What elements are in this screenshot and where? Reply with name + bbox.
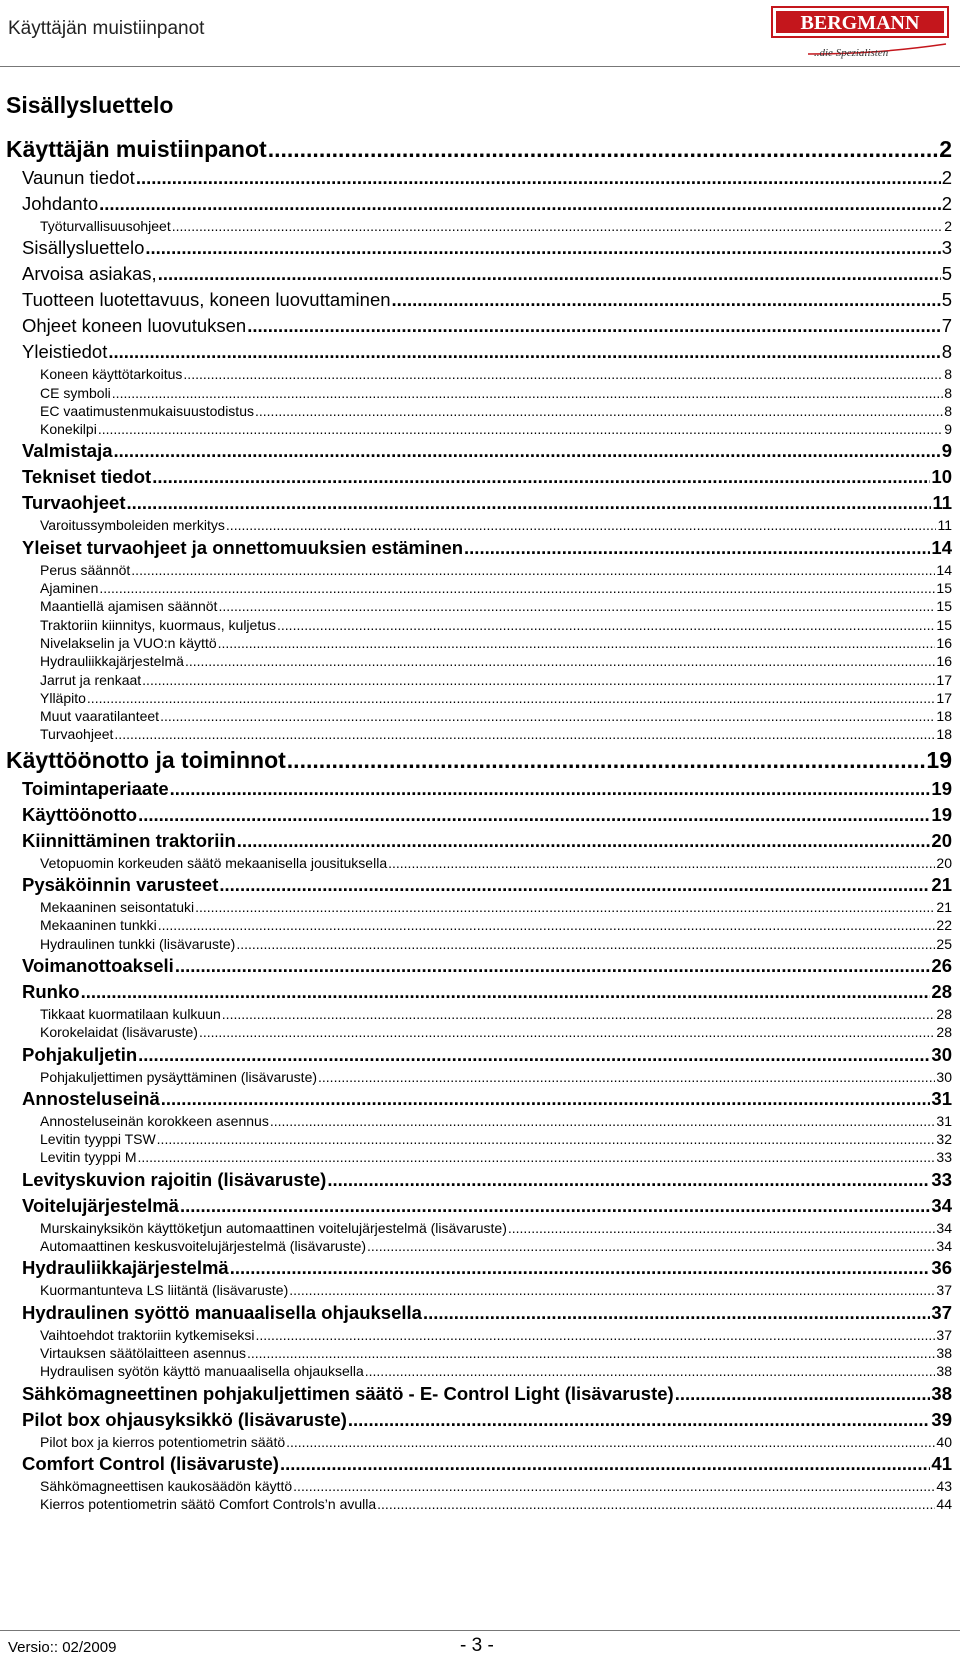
toc-entry-title: Johdanto — [22, 193, 99, 214]
toc-entry-page: 2 — [941, 193, 952, 214]
toc-dot-leader — [87, 689, 936, 707]
toc-entry-title: Ajaminen — [40, 580, 99, 597]
toc-entry-page: 3 — [941, 237, 952, 259]
toc-entry-page: 15 — [936, 598, 952, 615]
toc-entry[interactable] — [40, 854, 952, 872]
toc-entry-title: Toimintaperiaate — [22, 777, 169, 799]
toc-entry-page: 22 — [936, 917, 952, 934]
toc-entry-page: 20 — [931, 829, 952, 851]
footer-divider — [0, 1630, 960, 1631]
toc-dot-leader — [114, 725, 935, 743]
toc-entry-title: Turvaohjeet — [22, 492, 126, 514]
toc-entry[interactable] — [22, 872, 952, 898]
toc-dot-leader — [199, 1023, 935, 1041]
header-divider — [0, 66, 960, 67]
toc-entry-title: Tikkaat kuormatilaan kulkuun — [40, 1005, 221, 1022]
toc-entry-title: Yleistiedot — [22, 341, 108, 363]
toc-entry-page: 18 — [936, 708, 952, 725]
toc-entry[interactable] — [40, 365, 952, 383]
toc-dot-leader — [367, 1237, 935, 1255]
toc-dot-leader — [126, 490, 931, 516]
toc-entry-page: 28 — [931, 980, 952, 1002]
toc-entry[interactable] — [22, 438, 952, 464]
toc-entry[interactable] — [22, 490, 952, 516]
toc-entry-title: Vaunun tiedot — [22, 167, 135, 188]
toc-entry-title: Annosteluseinä — [22, 1087, 160, 1109]
toc-dot-leader — [247, 1344, 935, 1362]
toc-entry-title: Yleiset turvaohjeet ja onnettomuuksien estäminen — [22, 536, 464, 558]
toc-dot-leader — [99, 191, 941, 217]
toc-entry[interactable] — [22, 165, 952, 191]
toc-entry-page: 44 — [936, 1496, 952, 1513]
toc-entry[interactable] — [40, 725, 952, 743]
toc-entry-title: Levityskuvion rajoitin (lisävaruste) — [22, 1168, 327, 1190]
toc-entry-title: Korokelaidat (lisävaruste) — [40, 1024, 198, 1041]
toc-entry-title: Comfort Control (lisävaruste) — [22, 1452, 279, 1474]
toc-dot-leader — [286, 1433, 935, 1451]
toc-entry-title: Ohjeet koneen luovutuksen — [22, 315, 247, 337]
toc-heading: Sisällysluettelo — [6, 92, 174, 118]
toc-entry-title: Pohjakuljetin — [22, 1043, 138, 1065]
toc-dot-leader — [289, 1281, 935, 1299]
toc-dot-leader — [180, 1193, 930, 1219]
toc-entry[interactable] — [40, 689, 952, 707]
toc-entry[interactable] — [40, 916, 952, 934]
toc-dot-leader — [226, 516, 937, 534]
toc-entry[interactable] — [22, 1451, 952, 1477]
toc-entry-title: Runko — [22, 980, 80, 1002]
toc-dot-leader — [99, 579, 935, 597]
toc-entry-title: Voitelujärjestelmä — [22, 1194, 179, 1216]
toc-entry-title: Perus säännöt — [40, 561, 131, 578]
toc-entry-title: Hydraulinen tunkki (lisävaruste) — [40, 935, 236, 952]
toc-dot-leader — [237, 828, 931, 854]
toc-entry[interactable] — [22, 1042, 952, 1068]
toc-dot-leader — [81, 979, 931, 1005]
toc-entry[interactable] — [40, 1130, 952, 1148]
toc-entry[interactable] — [40, 1477, 952, 1495]
toc-dot-leader — [218, 597, 935, 615]
toc-entry[interactable] — [40, 1112, 952, 1130]
toc-entry[interactable] — [22, 191, 952, 217]
toc-dot-leader — [160, 707, 935, 725]
toc-entry-page: 5 — [941, 263, 952, 285]
toc-entry-page: 34 — [936, 1219, 952, 1236]
toc-entry[interactable] — [6, 133, 952, 165]
toc-entry-title: Mekaaninen seisontatuki — [40, 899, 195, 916]
toc-entry-page: 33 — [936, 1149, 952, 1166]
toc-entry-page: 21 — [931, 874, 952, 896]
toc-entry-page: 38 — [931, 1382, 952, 1404]
toc-entry-page: 43 — [936, 1477, 952, 1494]
toc-entry-title: Valmistaja — [22, 440, 113, 462]
toc-entry-title: Käyttäjän muistiinpanot — [6, 136, 267, 162]
toc-entry-title: Pilot box ohjausyksikkö (lisävaruste) — [22, 1408, 347, 1430]
toc-entry-title: Traktoriin kiinnitys, kuormaus, kuljetus — [40, 616, 277, 633]
page-header — [0, 0, 960, 64]
toc-dot-leader — [280, 1451, 930, 1477]
toc-entry-page: 11 — [937, 517, 952, 534]
footer-version: Versio:: 02/2009 — [8, 1639, 117, 1656]
toc-dot-leader — [137, 1148, 935, 1166]
toc-entry[interactable] — [22, 828, 952, 854]
toc-entry[interactable] — [40, 217, 952, 235]
toc-entry-page: 28 — [936, 1005, 952, 1022]
header-title: Käyttäjän muistiinpanot — [8, 18, 205, 39]
toc-entry[interactable] — [40, 652, 952, 670]
toc-entry-title: Kuormantunteva LS liitäntä (lisävaruste) — [40, 1282, 289, 1299]
toc-entry-title: Pysäköinnin varusteet — [22, 874, 219, 896]
toc-entry-title: Kierros potentiometrin säätö Comfort Controls’n avulla — [40, 1496, 377, 1513]
toc-entry-page: 2 — [944, 218, 952, 234]
toc-entry[interactable] — [40, 1219, 952, 1237]
toc-entry-title: Tuotteen luotettavuus, koneen luovuttaminen — [22, 289, 391, 311]
toc-entry-page: 19 — [926, 746, 952, 773]
toc-entry-title: Sisällysluettelo — [22, 237, 145, 259]
toc-dot-leader — [236, 935, 935, 953]
toc-entry-title: CE symboli — [40, 384, 111, 401]
toc-entry-page: 21 — [936, 899, 952, 916]
toc-entry-title: Hydrauliikkajärjestelmä — [22, 1257, 229, 1279]
toc-entry[interactable] — [22, 1193, 952, 1219]
toc-entry-page: 30 — [936, 1068, 952, 1085]
toc-entry-page: 7 — [941, 315, 952, 337]
toc-entry-title: Pilot box ja kierros potentiometrin säätö — [40, 1433, 286, 1450]
toc-entry-page: 31 — [931, 1087, 952, 1109]
toc-entry-page: 15 — [936, 580, 952, 597]
toc-dot-leader — [318, 1068, 935, 1086]
toc-dot-leader — [255, 402, 943, 420]
table-of-contents — [0, 133, 960, 1513]
toc-entry-page: 26 — [931, 954, 952, 976]
toc-dot-leader — [158, 916, 936, 934]
toc-entry-page: 8 — [944, 366, 952, 383]
toc-dot-leader — [230, 1255, 931, 1281]
toc-dot-leader — [222, 1005, 936, 1023]
toc-entry-title: Murskainyksikön käyttöketjun automaattinen voitelujärjestelmä (lisävaruste) — [40, 1219, 507, 1236]
toc-entry[interactable] — [40, 1281, 952, 1299]
toc-entry-page: 14 — [931, 536, 952, 558]
toc-entry-page: 16 — [936, 634, 952, 651]
toc-entry-page: 37 — [936, 1282, 952, 1299]
toc-entry[interactable] — [40, 402, 952, 420]
toc-entry-title: Varoitussymboleiden merkitys — [40, 517, 225, 534]
toc-dot-leader — [170, 776, 931, 802]
toc-entry[interactable] — [40, 561, 952, 579]
toc-dot-leader — [268, 133, 939, 165]
toc-dot-leader — [152, 464, 930, 490]
toc-entry[interactable] — [40, 707, 952, 725]
toc-dot-leader — [287, 744, 926, 776]
toc-entry-page: 16 — [936, 653, 952, 670]
toc-entry-title: Levitin tyyppi TSW — [40, 1131, 156, 1148]
toc-entry-page: 38 — [936, 1363, 952, 1380]
toc-entry-page: 37 — [931, 1301, 952, 1323]
toc-dot-leader — [157, 1130, 936, 1148]
toc-entry-page: 2 — [941, 167, 952, 188]
toc-dot-leader — [183, 365, 943, 383]
toc-entry-page: 9 — [941, 440, 952, 462]
toc-entry-title: Sähkömagneettinen pohjakuljettimen säätö - E- Control Light (lisävaruste) — [22, 1382, 674, 1404]
toc-entry-title: Kiinnittäminen traktoriin — [22, 829, 236, 851]
toc-entry[interactable] — [22, 1167, 952, 1193]
toc-dot-leader — [172, 217, 943, 235]
toc-entry-page: 33 — [931, 1168, 952, 1190]
toc-entry-page: 32 — [936, 1131, 952, 1148]
toc-entry-page: 18 — [936, 726, 952, 743]
toc-entry[interactable] — [22, 261, 952, 287]
toc-entry[interactable] — [22, 1381, 952, 1407]
toc-entry[interactable] — [22, 953, 952, 979]
toc-entry-title: Virtauksen säätölaitteen asennus — [40, 1344, 246, 1361]
toc-entry[interactable] — [40, 1068, 952, 1086]
toc-entry-title: Arvoisa asiakas, — [22, 263, 157, 285]
toc-entry[interactable] — [40, 597, 952, 615]
toc-dot-leader — [365, 1362, 936, 1380]
toc-entry[interactable] — [6, 744, 952, 776]
toc-entry[interactable] — [22, 1300, 952, 1326]
toc-dot-leader — [508, 1219, 936, 1237]
toc-entry[interactable] — [22, 339, 952, 365]
toc-dot-leader — [138, 1042, 930, 1068]
toc-entry-title: Nivelakselin ja VUO:n käyttö — [40, 634, 217, 651]
toc-entry[interactable] — [40, 671, 952, 689]
footer-page-number: - 3 - — [460, 1635, 494, 1656]
toc-dot-leader — [277, 616, 935, 634]
toc-entry[interactable] — [40, 935, 952, 953]
toc-entry-page: 5 — [941, 289, 952, 311]
toc-entry-page: 10 — [931, 466, 952, 488]
toc-entry[interactable] — [40, 516, 952, 534]
toc-entry-page: 17 — [936, 671, 952, 688]
toc-entry-title: Annosteluseinän korokkeen asennus — [40, 1112, 269, 1129]
toc-entry[interactable] — [40, 1326, 952, 1344]
toc-entry-title: Sähkömagneettisen kaukosäädön käyttö — [40, 1477, 293, 1494]
toc-entry-title: Konekilpi — [40, 421, 97, 438]
logo-tagline-text: ..die Spezialisten — [814, 47, 889, 59]
toc-entry[interactable] — [22, 802, 952, 828]
toc-dot-leader — [675, 1381, 931, 1407]
toc-entry-title: Työturvallisuusohjeet — [40, 218, 171, 234]
toc-dot-leader — [327, 1167, 930, 1193]
toc-dot-leader — [388, 854, 935, 872]
toc-dot-leader — [464, 535, 930, 561]
bergmann-logo — [770, 4, 950, 62]
toc-entry[interactable] — [40, 384, 952, 402]
toc-entry[interactable] — [40, 579, 952, 597]
toc-entry[interactable] — [22, 979, 952, 1005]
toc-dot-leader — [114, 438, 941, 464]
toc-dot-leader — [175, 953, 931, 979]
toc-entry-page: 20 — [936, 854, 952, 871]
toc-entry-page: 34 — [936, 1238, 952, 1255]
toc-entry[interactable] — [40, 634, 952, 652]
toc-entry-page: 17 — [936, 689, 952, 706]
toc-entry[interactable] — [22, 464, 952, 490]
toc-entry-title: Voimanottoakseli — [22, 954, 174, 976]
toc-entry-page: 38 — [936, 1344, 952, 1361]
toc-entry-title: EC vaatimustenmukaisuustodistus — [40, 402, 254, 419]
toc-entry-title: Hydraulinen syöttö manuaalisella ohjauksella — [22, 1301, 422, 1323]
toc-dot-leader — [145, 235, 940, 261]
toc-entry-title: Maantiellä ajamisen säännöt — [40, 598, 218, 615]
toc-dot-leader — [136, 165, 941, 191]
toc-entry-title: Muut vaaratilanteet — [40, 708, 160, 725]
toc-entry-page: 2 — [939, 136, 952, 162]
toc-entry-page: 41 — [931, 1452, 952, 1474]
toc-dot-leader — [112, 384, 943, 402]
toc-entry-title: Käyttöönotto — [22, 803, 138, 825]
toc-entry-page: 15 — [936, 616, 952, 633]
toc-dot-leader — [98, 420, 943, 438]
toc-entry[interactable] — [40, 1023, 952, 1041]
toc-entry-title: Hydrauliikkajärjestelmä — [40, 653, 184, 670]
toc-entry-title: Mekaaninen tunkki — [40, 917, 157, 934]
toc-entry[interactable] — [40, 1148, 952, 1166]
toc-entry[interactable] — [40, 1344, 952, 1362]
toc-entry-title: Tekniset tiedot — [22, 466, 152, 488]
toc-entry-page: 19 — [931, 777, 952, 799]
toc-dot-leader — [218, 634, 936, 652]
toc-entry[interactable] — [40, 1495, 952, 1513]
toc-entry[interactable] — [22, 287, 952, 313]
toc-entry[interactable] — [40, 898, 952, 916]
toc-entry-page: 37 — [936, 1326, 952, 1343]
toc-entry-page: 9 — [944, 421, 952, 438]
toc-dot-leader — [138, 802, 930, 828]
toc-dot-leader — [247, 313, 940, 339]
toc-dot-leader — [131, 561, 935, 579]
toc-entry[interactable] — [22, 776, 952, 802]
toc-entry[interactable] — [40, 420, 952, 438]
toc-entry-title: Ylläpito — [40, 689, 86, 706]
toc-entry-page: 40 — [936, 1433, 952, 1450]
toc-entry-title: Koneen käyttötarkoitus — [40, 366, 183, 383]
toc-entry-title: Vaihtoehdot traktoriin kytkemiseksi — [40, 1326, 255, 1343]
toc-entry-page: 14 — [936, 561, 952, 578]
toc-entry[interactable] — [22, 535, 952, 561]
toc-dot-leader — [195, 898, 935, 916]
toc-dot-leader — [161, 1086, 931, 1112]
toc-entry-title: Vetopuomin korkeuden säätö mekaanisella jousituksella — [40, 854, 388, 871]
toc-entry-title: Hydraulisen syötön käyttö manuaalisella ohjauksella — [40, 1363, 364, 1380]
toc-entry[interactable] — [22, 1255, 952, 1281]
toc-entry-page: 8 — [944, 402, 952, 419]
toc-dot-leader — [270, 1112, 936, 1130]
toc-entry-page: 8 — [941, 341, 952, 363]
toc-dot-leader — [256, 1326, 936, 1344]
toc-entry[interactable] — [40, 1433, 952, 1451]
toc-entry-page: 28 — [936, 1024, 952, 1041]
toc-entry-page: 39 — [931, 1408, 952, 1430]
toc-entry[interactable] — [22, 1086, 952, 1112]
toc-entry-title: Automaattinen keskusvoitelujärjestelmä (lisävaruste) — [40, 1238, 367, 1255]
toc-entry-page: 8 — [944, 384, 952, 401]
toc-entry-page: 25 — [936, 935, 952, 952]
toc-dot-leader — [142, 671, 935, 689]
toc-entry[interactable] — [22, 1407, 952, 1433]
toc-entry-title: Turvaohjeet — [40, 726, 114, 743]
toc-entry-title: Pohjakuljettimen pysäyttäminen (lisävaruste) — [40, 1068, 318, 1085]
toc-entry[interactable] — [40, 1005, 952, 1023]
toc-entry-page: 34 — [931, 1194, 952, 1216]
logo-brand-text: BERGMANN — [800, 12, 920, 34]
toc-entry-page: 31 — [936, 1112, 952, 1129]
toc-entry[interactable] — [22, 235, 952, 261]
toc-entry-page: 36 — [931, 1257, 952, 1279]
toc-dot-leader — [392, 287, 941, 313]
toc-entry-title: Jarrut ja renkaat — [40, 671, 142, 688]
toc-dot-leader — [185, 652, 935, 670]
toc-dot-leader — [219, 872, 930, 898]
toc-dot-leader — [108, 339, 940, 365]
toc-dot-leader — [158, 261, 941, 287]
toc-entry-title: Levitin tyyppi M — [40, 1149, 137, 1166]
toc-entry[interactable] — [22, 313, 952, 339]
toc-entry-title: Käyttöönotto ja toiminnot — [6, 746, 286, 773]
toc-dot-leader — [293, 1477, 935, 1495]
toc-entry-page: 11 — [932, 492, 952, 514]
toc-dot-leader — [377, 1495, 935, 1513]
toc-entry-page: 19 — [931, 803, 952, 825]
toc-entry[interactable] — [40, 1237, 952, 1255]
toc-dot-leader — [348, 1407, 931, 1433]
toc-dot-leader — [423, 1300, 930, 1326]
toc-entry[interactable] — [40, 616, 952, 634]
toc-entry-page: 30 — [931, 1043, 952, 1065]
toc-entry[interactable] — [40, 1362, 952, 1380]
